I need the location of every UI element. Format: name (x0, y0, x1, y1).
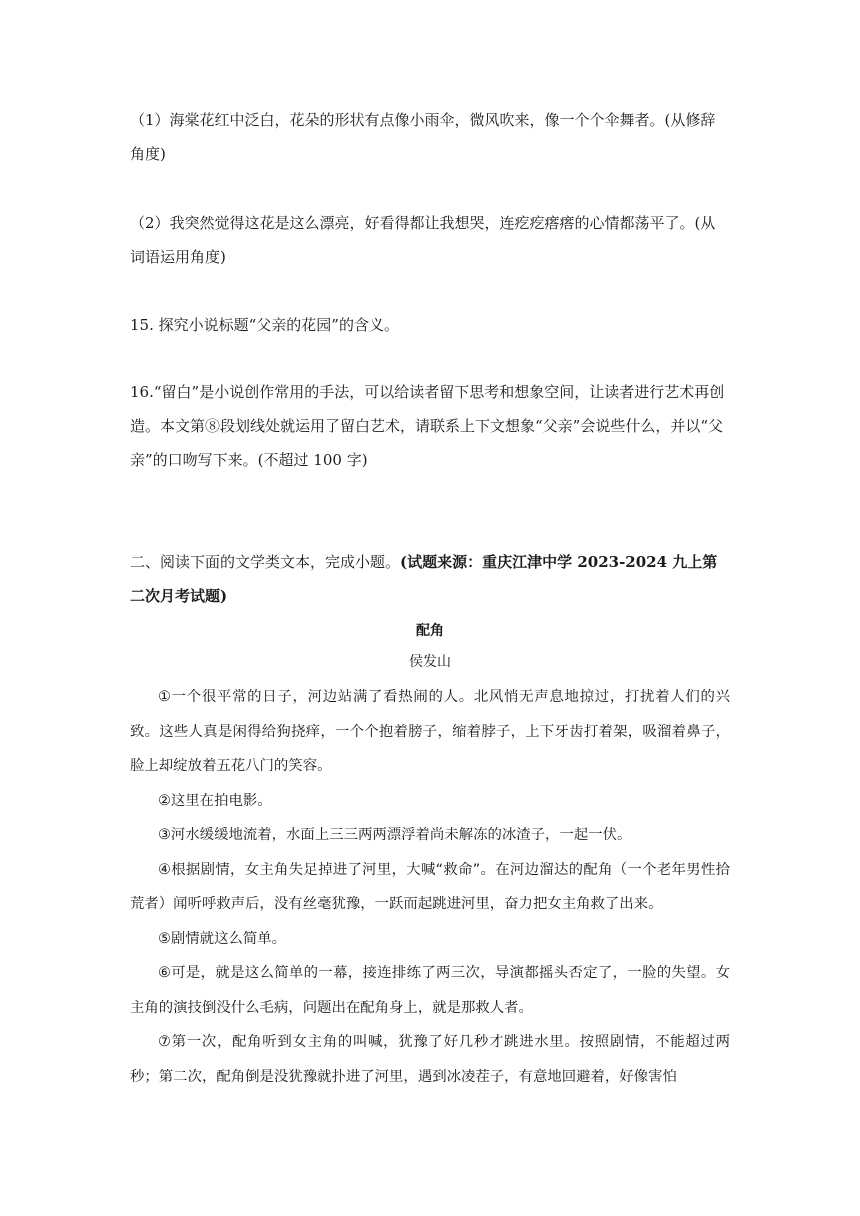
story-paragraph-2: ②这里在拍电影。 (158, 792, 272, 809)
question-16-text: 16.“留白”是小说创作常用的手法，可以给读者留下思考和想象空间，让读者进行艺术再创造。本文第⑧段划线处就运用了留白艺术，请联系上下文想象“父亲”会说些什么，并以“父亲”的口吻写下来。(不超过 100 字) (130, 383, 725, 469)
story-paragraph-6: ⑥可是，就是这么简单的一幕，接连排练了两三次，导演都摇头否定了，一脸的失望。女主角的演技倒没什么毛病，问题出在配角身上，就是那救人者。 (130, 965, 730, 1016)
question-2-text: （2）我突然觉得这花是这么漂亮，好看得都让我想哭，连疙疙瘩瘩的心情都荡平了。(从词语运用角度) (130, 214, 716, 266)
story-paragraph-7: ⑦第一次，配角听到女主角的叫喊，犹豫了好几秒才跳进水里。按照剧情，不能超过两秒；第二次，配角倒是没犹豫就扑进了河里，遇到冰凌茬子，有意地回避着，好像害怕 (130, 1034, 730, 1085)
story-paragraph-3: ③河水缓缓地流着，水面上三三两两漂浮着尚未解冻的冰渣子，一起一伏。 (158, 827, 632, 843)
question-1-text: （1）海棠花红中泛白，花朵的形状有点像小雨伞，微风吹来，像一个个伞舞者。(从修辞角度) (130, 111, 716, 163)
story-body (130, 680, 730, 1094)
question-15-text: 15. 探究小说标题“父亲的花园”的含义。 (130, 316, 399, 334)
story-title: 配角 (416, 623, 444, 639)
story-paragraph-1: ①一个很平常的日子，河边站满了看热闹的人。北风悄无声息地掠过，打扰着人们的兴致。这些人真是闲得给狗挠痒，一个个抱着膀子，缩着脖子，上下牙齿打着架，吸溜着鼻子，脸上却绽放着五花八门的笑容。 (130, 689, 730, 774)
story-paragraph-4: ④根据剧情，女主角失足掉进了河里，大喊“救命”。在河边溜达的配角（一个老年男性拾荒者）闻听呼救声后，没有丝毫犹豫，一跃而起跳进河里，奋力把女主角救了出来。 (130, 861, 730, 912)
section-2-intro: 二、阅读下面的文学类文本，完成小题。 (130, 553, 401, 571)
story-author: 侯发山 (409, 654, 451, 670)
section-2-source: (试题来源：重庆江津中学 2023-2024 九上第二次月考试题) (130, 553, 718, 605)
story-paragraph-5: ⑤剧情就这么简单。 (158, 930, 287, 947)
section-2-heading (130, 545, 730, 613)
